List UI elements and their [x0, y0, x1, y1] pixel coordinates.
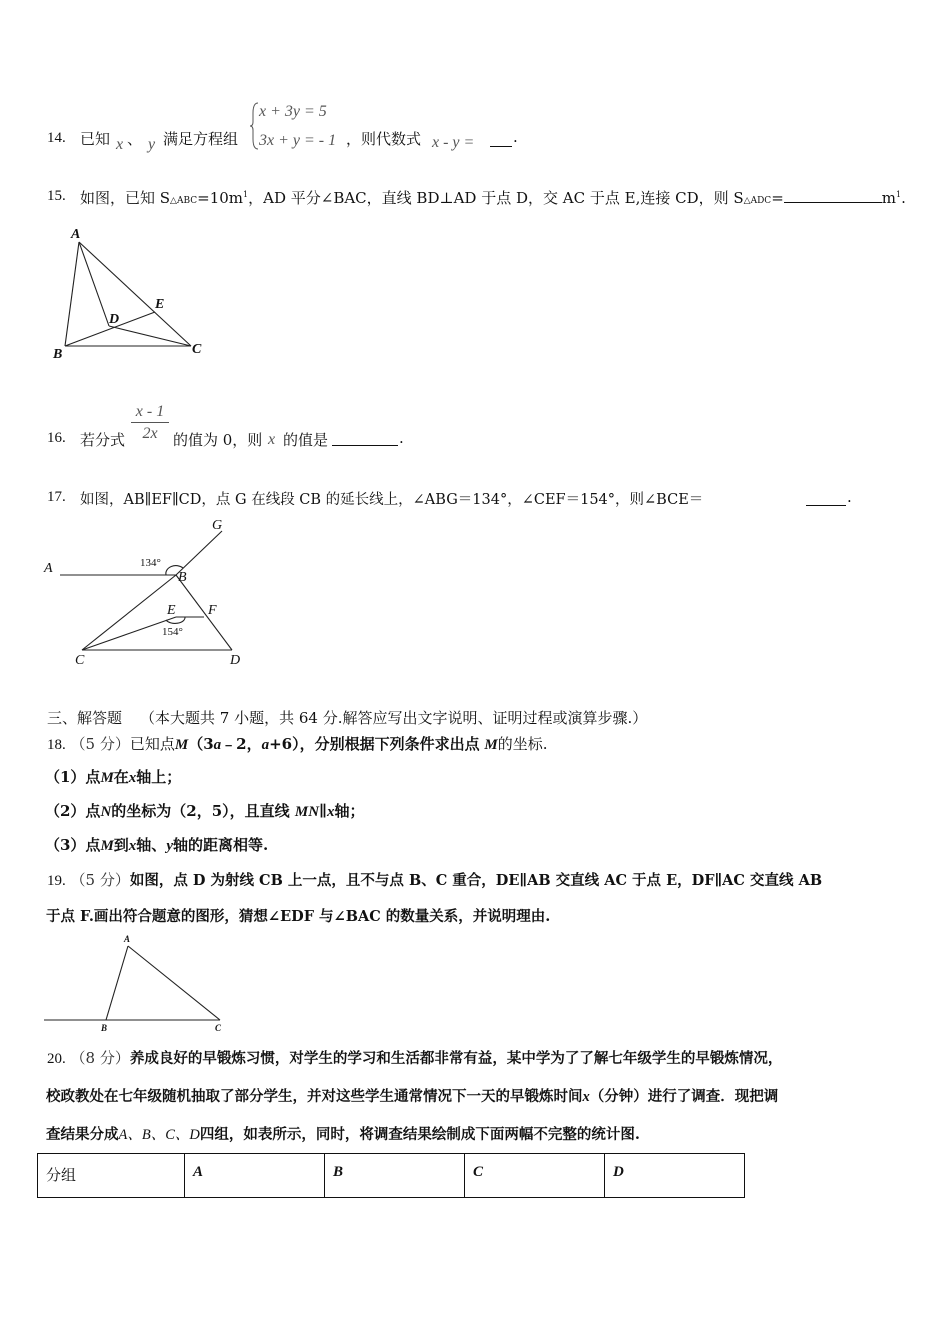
q19-label-a: A	[124, 934, 131, 944]
q20-text-2b: （分钟）进行了调查．现把调	[589, 1088, 779, 1105]
q15-label-c: C	[192, 342, 202, 357]
q14-text-3: ，则代数式	[346, 130, 422, 148]
section-3-title: 三、解答题	[47, 709, 123, 727]
q20-groups: A、B、C、D	[118, 1127, 200, 1143]
q17-label-g: G	[212, 518, 223, 533]
q19-line-1	[47, 869, 822, 890]
q19-number: 19.	[47, 873, 66, 889]
q18-point-m: M	[174, 737, 189, 753]
q20-text-1: 养成良好的早锻炼习惯，对学生的学习和生活都非常有益，某中学为了了解七年级学生的早锻炼情况，	[129, 1050, 783, 1067]
table-header-d: D	[605, 1154, 745, 1198]
table-header-a: A	[185, 1154, 325, 1198]
q17-label-a: A	[44, 561, 53, 576]
q20-line-3	[46, 1123, 640, 1144]
q17-label-f: F	[208, 603, 217, 618]
q18-p1-b: 在	[113, 768, 129, 786]
q18-part-2	[45, 800, 365, 821]
q17-end: .	[847, 488, 852, 506]
q16-answer-blank	[332, 445, 398, 446]
q14-equation-2: 3x + y = - 1	[259, 132, 337, 149]
q16-numerator: x - 1	[135, 403, 165, 420]
q14-text-2: 满足方程组	[163, 130, 239, 148]
q15-text-1: 如图，已知 S	[80, 189, 171, 207]
q17-label-d: D	[230, 653, 241, 668]
q15-sub-adc: △ADC	[743, 196, 772, 206]
q17-number: 17.	[47, 489, 66, 505]
q15-text-4: =	[771, 189, 784, 207]
q18-text-5: 的坐标.	[497, 735, 548, 753]
q17-line-bg	[176, 531, 222, 575]
q18-p2-n: N	[100, 804, 112, 820]
q20-text-3b: 四组，如表所示，同时，将调查结果绘制成下面两幅不完整的统计图.	[199, 1126, 640, 1143]
q15-line-ad	[79, 242, 109, 326]
q15-label-b: B	[53, 347, 63, 362]
q18-p3-b: 到	[113, 836, 129, 854]
q18-p2-c: ∥	[319, 802, 328, 820]
q18-p2-mn: MN	[294, 804, 320, 820]
q18-p2-x: x	[327, 804, 335, 820]
q18-p2-b: 的坐标为（2，5），且直线	[111, 802, 290, 820]
q17-label-c: C	[75, 653, 85, 668]
q18-text-2: （3	[188, 735, 214, 753]
q15-sup: 1	[243, 190, 249, 199]
q15-number: 15.	[47, 188, 66, 204]
q15-figure	[45, 222, 215, 367]
q14-answer-blank	[490, 146, 512, 147]
q18-text-3: ﹣2，	[221, 735, 262, 753]
q16-var-x: x	[268, 431, 276, 448]
q18-p3-a: （3）点	[45, 836, 101, 854]
table-header-b: B	[325, 1154, 465, 1198]
q18-var-a-2: a	[261, 737, 270, 753]
group-table	[37, 1153, 745, 1198]
q15-line-ab	[65, 242, 79, 346]
q20-score: （8 分）	[70, 1049, 130, 1067]
q19-score: （5 分）	[70, 871, 130, 889]
q18-text-4: +6），分别根据下列条件求出点	[269, 735, 480, 753]
q14-number: 14.	[47, 130, 66, 146]
q18-score: （5 分）	[70, 735, 130, 753]
q15-sup-2: 1	[896, 190, 902, 199]
q15-text-2: =10m	[197, 189, 244, 207]
q16-end: .	[399, 429, 404, 447]
q19-line-ab	[106, 946, 128, 1020]
q14-var-x: x	[116, 136, 124, 153]
table-header-group: 分组	[38, 1154, 185, 1198]
q17-line-bc	[82, 575, 176, 650]
q17-answer-blank	[806, 505, 846, 506]
q18-p2-a: （2）点	[45, 802, 101, 820]
q20-line-2	[46, 1085, 778, 1106]
q18-p1-c: 轴上；	[136, 768, 182, 786]
q18-p3-d: 轴的距离相等.	[172, 836, 269, 854]
q15-label-d: D	[109, 312, 120, 327]
q15-answer-blank	[784, 190, 882, 203]
q18-part-1	[45, 766, 181, 787]
q17-text: 如图，AB∥EF∥CD，点 G 在线段 CB 的延长线上，∠ABG＝134°，∠CEF＝154°，则∠BCE＝	[80, 492, 704, 508]
q16-denominator: 2x	[142, 425, 158, 442]
q17-angle-134: 134°	[140, 557, 161, 569]
q20-var-x: x	[582, 1089, 590, 1105]
q15-label-a: A	[71, 227, 81, 242]
q20-text-3a: 查结果分成	[46, 1126, 119, 1143]
q17-label-b: B	[178, 570, 187, 585]
q15-line-dc	[109, 326, 191, 346]
q16-text-2: 的值为 0，则	[173, 431, 263, 449]
q16-text-3: 的值是	[283, 431, 329, 449]
q15-text	[80, 187, 906, 208]
q20-number: 20.	[47, 1051, 66, 1067]
q15-text-3: ，AD 平分∠BAC，直线 BD⊥AD 于点 D，交 AC 于点 E,连接 CD，则 S	[248, 189, 744, 207]
q14-end: .	[513, 128, 518, 146]
q14-equation-1: x + 3y = 5	[259, 103, 327, 120]
q16-text-1: 若分式	[80, 431, 126, 449]
q18-text-1: 已知点	[129, 735, 175, 753]
q18-p1-m: M	[100, 770, 114, 786]
q14-var-y: y	[148, 136, 156, 153]
q18-p3-x: x	[128, 838, 137, 854]
q19-text-2: 于点 F.画出符合题意的图形，猜想∠EDF 与∠BAC 的数量关系，并说明理由.	[46, 908, 551, 925]
q20-text-2a: 校政教处在七年级随机抽取了部分学生，并对这些学生通常情况下一天的早锻炼时间	[46, 1088, 583, 1105]
q18-p3-y: y	[166, 838, 173, 854]
q18-p2-d: 轴；	[334, 802, 365, 820]
q15-sub-abc: △ABC	[170, 196, 198, 206]
q14-sep: 、	[127, 130, 143, 148]
q18-p3-c: 轴、	[136, 836, 167, 854]
q17-angle-154: 154°	[162, 626, 183, 638]
q14-expression: x - y =	[432, 134, 475, 151]
q15-label-e: E	[155, 297, 165, 312]
table-header-c: C	[465, 1154, 605, 1198]
q19-line-ac	[128, 946, 220, 1020]
q17-figure	[40, 510, 260, 675]
q19-label-c: C	[215, 1023, 222, 1033]
q14-text-1: 已知	[80, 130, 111, 148]
section-3-note: （本大题共 7 小题，共 64 分.解答应写出文字说明、证明过程或演算步骤.）	[140, 709, 648, 727]
q18-p1-a: （1）点	[45, 768, 101, 786]
q17-label-e: E	[167, 603, 176, 618]
q18-p3-m: M	[100, 838, 114, 854]
q18-number: 18.	[47, 737, 66, 753]
q18-var-a-1: a	[213, 737, 222, 753]
q18-part-3	[45, 834, 268, 855]
q16-fraction	[131, 402, 169, 445]
q15-text-5: m	[881, 189, 896, 207]
q15-line-ac	[79, 242, 191, 346]
q19-label-b: B	[101, 1023, 108, 1033]
q20-line-1	[47, 1047, 782, 1068]
q19-figure	[44, 930, 234, 1035]
table-row	[38, 1154, 745, 1198]
q19-text-1: 如图，点 D 为射线 CB 上一点，且不与点 B、C 重合，DE∥AB 交直线 AC 于点 E，DF∥AC 交直线 AB	[129, 872, 823, 889]
q18-p1-x: x	[128, 770, 137, 786]
q17-line-bd	[176, 575, 232, 650]
q18-point-m-2: M	[484, 737, 498, 753]
q16-number: 16.	[47, 430, 66, 446]
q18-stem	[47, 733, 548, 754]
q15-end: .	[901, 189, 906, 207]
